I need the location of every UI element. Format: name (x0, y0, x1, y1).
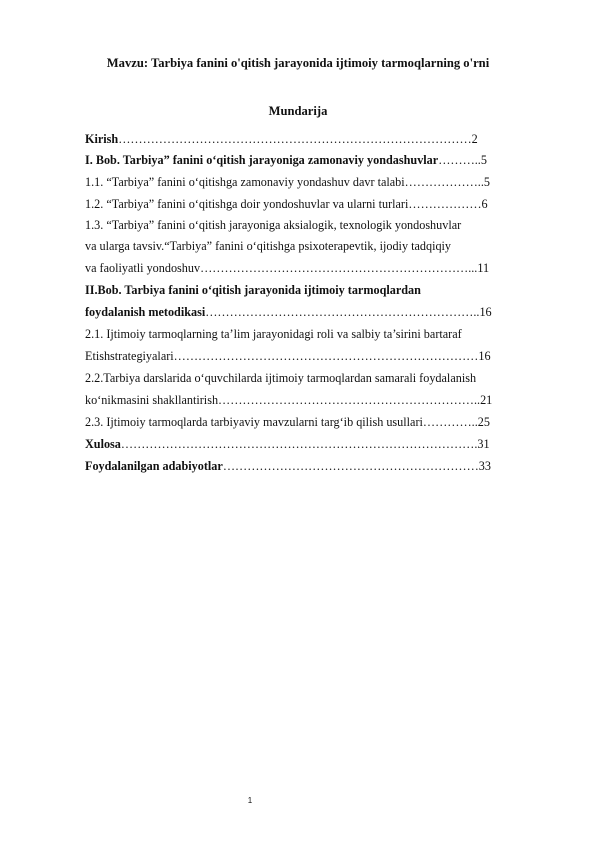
toc-entry-text: ………………………………………………………33 (222, 459, 491, 473)
toc-entry-text: 1.3. “Tarbiya” fanini o‘qitish jarayoniga aksialogik, texnologik yondoshuvlar (85, 218, 462, 232)
toc-entry-text: va faoliyatli yondoshuv…………………………………………………………...11 (85, 261, 490, 275)
toc-heading: Mundarija (268, 104, 328, 118)
toc-entry-text: 1.1. “Tarbiya” fanini o‘qitishga zamonaviy yondashuv davr talabi………………..5 (85, 175, 490, 189)
toc-entry (85, 153, 555, 167)
document-title: Mavzu: Tarbiya fanini o'qitish jarayonida ijtimoiy tarmoqlarning o'rni (106, 56, 490, 70)
page-number: 1 (247, 796, 253, 805)
toc-entry-title-bold: II.Bob. Tarbiya fanini o‘qitish jarayonida ijtimoiy tarmoqlardan (85, 283, 421, 297)
toc-entry (85, 393, 555, 407)
toc-entry (85, 437, 555, 451)
toc-entry-title-bold: foydalanish metodikasi (85, 305, 206, 319)
toc-entry-text: 1.2. “Tarbiya” fanini o‘qitishga doir yondoshuvlar va ularni turlari………………6 (85, 197, 488, 211)
toc-entry-text: 2.3. Ijtimoiy tarmoqlarda tarbiyaviy mavzularni targ‘ib qilish usullari…………..25 (85, 415, 490, 429)
toc-entry (85, 218, 555, 232)
toc-entry-text: ……………………………………………………………………………2 (118, 132, 478, 146)
toc-entry-text: 2.2.Tarbiya darslarida o‘quvchilarda ijtimoiy tarmoqlardan samarali foydalanish (85, 371, 477, 385)
toc-entry-title-bold: Xulosa (85, 437, 121, 451)
toc-entry (85, 239, 555, 253)
toc-entry (85, 459, 555, 473)
toc-entry-text: Etishstrategiyalari…………………………………………………………………16 (85, 349, 491, 363)
toc-entry-title-bold: I. Bob. Tarbiya” fanini o‘qitish jarayoniga zamonaviy yondashuvlar (85, 153, 439, 167)
toc-entry (85, 349, 555, 363)
toc-entry-text: …………………………………………………………..16 (205, 305, 492, 319)
toc-entry (85, 283, 555, 297)
toc-entry (85, 261, 555, 275)
toc-entry (85, 132, 555, 146)
toc-entry (85, 327, 555, 341)
toc-entry (85, 175, 555, 189)
toc-entry-text: va ularga tavsiv.“Tarbiya” fanini o‘qitishga psixoterapevtik, ijodiy tadqiqiy (85, 239, 452, 253)
toc-entry (85, 305, 555, 319)
toc-entry-text: …………………………………………………………………………….31 (120, 437, 490, 451)
toc-entry-text: 2.1. Ijtimoiy tarmoqlarning ta’lim jarayonidagi roli va salbiy ta’sirini bartaraf (85, 327, 462, 341)
toc-entry (85, 197, 555, 211)
toc-entry-text: ko‘nikmasini shakllantirish………………………………………………………..21 (85, 393, 493, 407)
toc-entry-title-bold: Foydalanilgan adabiyotlar (85, 459, 223, 473)
toc-entry (85, 371, 555, 385)
toc-entry-title-bold: Kirish (85, 132, 119, 146)
toc-entry (85, 415, 555, 429)
toc-entry-text: ………..5 (438, 153, 487, 167)
